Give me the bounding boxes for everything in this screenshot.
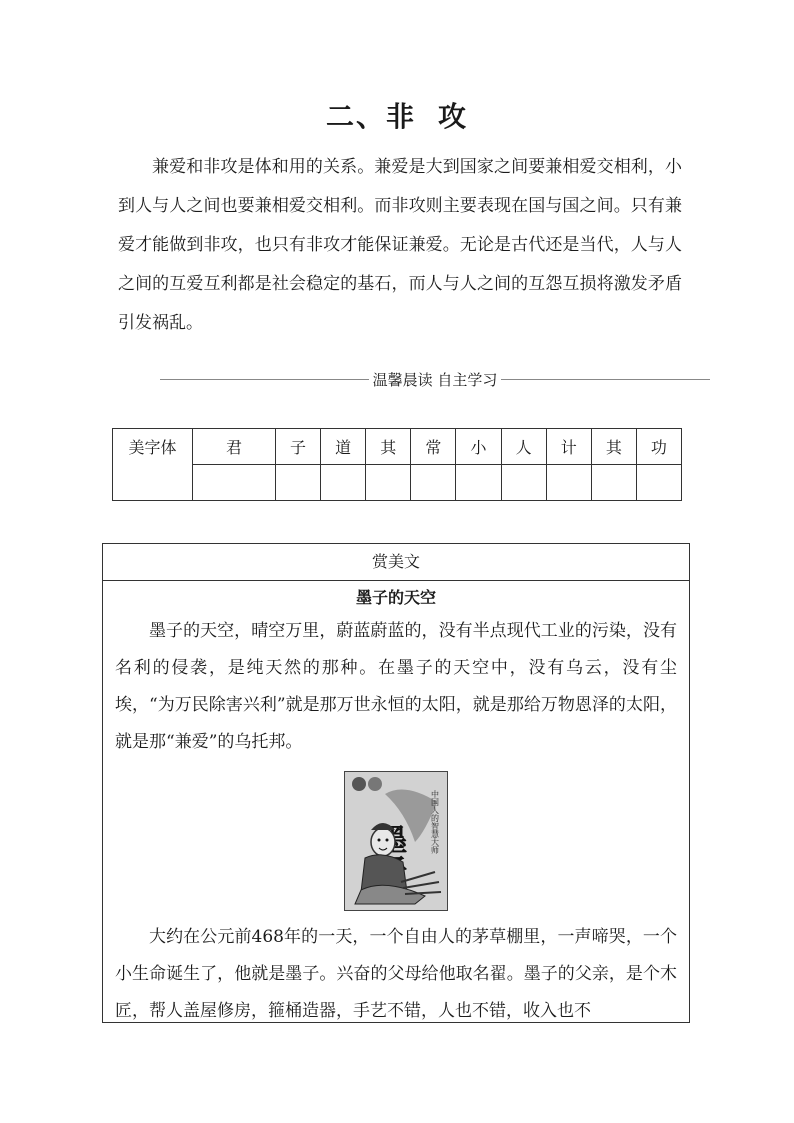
character-cell: 其 [591, 429, 636, 465]
practice-cell [411, 465, 456, 501]
appreciation-box [102, 543, 690, 1023]
character-cell: 子 [276, 429, 321, 465]
practice-cell [366, 465, 411, 501]
practice-cell [501, 465, 546, 501]
practice-cell [193, 465, 276, 501]
book-cover-series: 中国人的智慧大师 [430, 790, 440, 854]
page-title [0, 95, 794, 135]
article-paragraph-2: 大约在公元前468年的一天，一个自由人的茅草棚里，一声啼哭，一个小生命诞生了，他就是墨子。兴奋的父母给他取名翟。墨子的父亲，是个木匠，帮人盖屋修房，箍桶造器，手艺不错，人也不错，收入也不 [115, 927, 677, 1021]
box-header: 赏美文 [103, 544, 689, 581]
book-cover-illustration [345, 772, 447, 910]
section-label: 温馨晨读 自主学习 [372, 370, 498, 389]
character-cell: 功 [636, 429, 681, 465]
practice-cell [546, 465, 591, 501]
article-title: 墨子的天空 [355, 588, 436, 607]
practice-cell [591, 465, 636, 501]
character-cell: 常 [411, 429, 456, 465]
intro-paragraph: 兼爱和非攻是体和用的关系。兼爱是大到国家之间要兼相爱交相利，小到人与人之间也要兼相爱交相利。而非攻则主要表现在国与国之间。只有兼爱才能做到非攻，也只有非攻才能保证兼爱。无论是古代还是当代，人与人之间的互爱互利都是社会稳定的基石，而人与人之间的互怨互损将激发矛盾引发祸乱。 [118, 157, 682, 333]
table-header-cell: 美字体 [113, 429, 193, 501]
character-cell: 君 [193, 429, 276, 465]
character-cell: 人 [501, 429, 546, 465]
practice-cell [456, 465, 501, 501]
practice-cell [276, 465, 321, 501]
character-cell: 道 [321, 429, 366, 465]
practice-cell [636, 465, 681, 501]
character-cell: 其 [366, 429, 411, 465]
table-row [113, 465, 682, 501]
title-part-2: 攻 [438, 100, 469, 133]
calligraphy-practice-table [112, 428, 682, 501]
practice-cell [321, 465, 366, 501]
article-paragraph-1: 墨子的天空，晴空万里，蔚蓝蔚蓝的，没有半点现代工业的污染，没有名利的侵袭，是纯天然的那种。在墨子的天空中，没有乌云，没有尘埃，“为万民除害兴利”就是那万世永恒的太阳，就是那给万物恩泽的太阳，就是那“兼爱”的乌托邦。 [115, 621, 677, 752]
divider-line-left [160, 379, 369, 380]
book-cover-image [344, 771, 448, 911]
title-part-1: 二、非 [325, 100, 416, 133]
character-cell: 计 [546, 429, 591, 465]
table-row [113, 429, 682, 465]
section-divider [160, 368, 710, 390]
character-cell: 小 [456, 429, 501, 465]
divider-line-right [501, 379, 710, 380]
